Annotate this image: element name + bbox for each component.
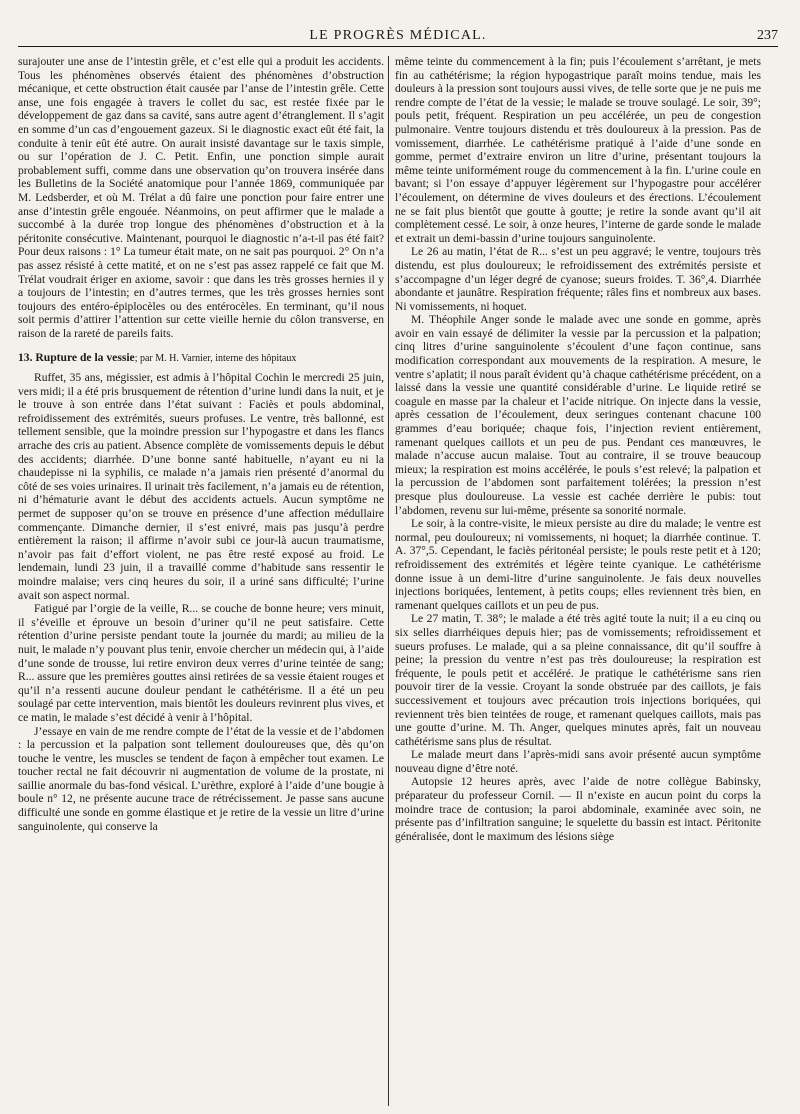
paragraph: Le 27 matin, T. 38°; le malade a été très agité toute la nuit; il a eu cinq ou six selles diarrhéiques depuis hier; pas de vomissements; refroidissement et sueurs profuses. Le malade, qui a sa pleine connaissance, dit qu’il souffre à peine; la pression du ventre n’est pas très douloureuse; la respiration est fréquente, le pouls petit et accéléré. Je pratique le cathétérisme sans rien pouvoir tirer de la vessie. Croyant la sonde obstruée par des caillots, je fais successivement et toujours avec précaution trois injections boriquées, qui reviennent très bien teintées de rouge, et ramenant quelques caillots, mais pas une goutte d’urine. M. Th. Anger, quelques minutes après, fait un nouveau cathétérisme sans plus de résultat. [395, 613, 761, 748]
paragraph: Ruffet, 35 ans, mégissier, est admis à l’hôpital Cochin le mercredi 25 juin, vers midi; il a été pris brusquement de rétention d’urine lundi dans la nuit, et je le trouve à son entrée dans l’état suivant : Faciès et pouls abdominal, refroidissement des extrémités, sueurs profuses. Le ventre, très ballonné, est tellement sensible, que la moindre pression sur l’hypogastre et dans les flancs arrache des cris au patient. Absence complète de vomissements depuis le début des accidents; diarrhée. D’une bonne santé habituelle, n’ayant eu ni la chaudepisse ni la syphilis, ce malade n’a jamais rien présenté d’anormal du côté de ses voies urinaires. Il urinait très facilement, n’a jamais eu de rétention, ni d’hématurie avant le début des accidents actuels. Aucun symptôme ne permet de supposer qu’on se trouve en présence d’une affection médullaire commençante. Dimanche dernier, il s’est enivré, mais pas jusqu’à perdre entièrement la raison; il affirme n’avoir subi ce jour-là aucun traumatisme, n’avoir pas fait d’effort violent, ne pas être resté exposé au froid. Le lendemain, lundi 23 juin, il a travaillé comme d’habitude sans ressentir le moindre malaise; vers cinq heures du soir, il a uriné sans difficulté; l’urine avait son aspect normal. [18, 372, 384, 602]
paragraph: Autopsie 12 heures après, avec l’aide de notre collègue Babinsky, préparateur du professeur Cornil. — Il n’existe en aucun point du corps la moindre trace de contusion; la paroi abdominale, examinée avec soin, ne présente pas d’infiltration sanguine; le squelette du bassin est intact. Péritonite généralisée, dont le maximum des lésions siège [395, 776, 761, 843]
left-column [18, 56, 384, 834]
column-divider [388, 56, 389, 1106]
section-title: Rupture de la vessie [35, 351, 135, 365]
paragraph: surajouter une anse de l’intestin grêle, et c’est elle qui a produit les accidents. Tous les phénomènes observés étaient des phénomènes d’obstruction mécanique, et cette obstruction était causée par l’anse de l’intestin grêle. Cette anse, une fois engagée à travers le collet du sac, est restée fixée par le développement de gaz dans sa cavité, sans autre agent d’étranglement. Il s’agit en somme d’un cas d’engouement gazeux. Si le diagnostic exact eût été fait, la conduite à tenir eût été autre. On aurait insisté davantage sur le taxis simple, ou sur l’opération de J. C. Petit. Enfin, une ponction simple aurait probablement suffi, comme dans une observation qu’on trouvera insérée dans les Bulletins de la Société anatomique pour l’année 1869, communiquée par M. Ledsberder, et où M. Trélat a dû faire une ponction pour faire entrer une anse d’intestin grêle engouée. Néanmoins, on peut affirmer que le malade a succombé à la durée trop longue des phénomènes d’obstruction et à la péritonite consécutive. Maintenant, pourquoi le diagnostic n’a-t-il pas été fait? Pour deux raisons : 1° La tumeur était mate, on ne sait pas pourquoi. 2° On n’a pas assez résisté à cette matité, et on ne s’est pas assez rappelé ce fait que M. Trélat voudrait ériger en axiome, savoir : que dans les très grosses hernies il y a toujours de l’intestin; en d’autres termes, que les très grosses hernies sont toujours des entéro-épiplocèles ou des entérocèles. En terminant, qu’il nous soit permis d’attirer l’attention sur cette vieille hernie du côlon transverse, en raison de la rareté de pareils faits. [18, 56, 384, 340]
section-heading [18, 351, 384, 366]
right-column [395, 56, 761, 844]
journal-title: LE PROGRÈS MÉDICAL. [309, 28, 487, 43]
paragraph: même teinte du commencement à la fin; puis l’écoulement s’arrêtant, je mets fin au cathétérisme; la région hypogastrique paraît moins tendue, mais les douleurs à la pression sont toujours aussi vives, de telle sorte que je ne puis me rendre compte de l’état de la vessie; le malade se trouve soulagé. Le soir, 39°; pouls petit, fréquent. Respiration un peu accélérée, un peu de congestion pulmonaire. Ventre toujours distendu et très douloureux à la pression. Pas de vomissement, diarrhée. Le cathétérisme pratiqué à l’aide d’une sonde en gomme, permet d’extraire environ un litre d’urine, présentant toujours la même teinte uniformément rouge du commencement à la fin. L’urine coule en bavant; si l’on essaye d’appuyer légèrement sur l’hypogastre pour accélérer l’écoulement, on détermine de vives douleurs et des érections. L’écoulement ne se fait plus bientôt que goutte à goutte; je retire la sonde avant qu’il ait complètement cessé. Le soir, à onze heures, l’interne de garde sonde le malade et extrait un demi-bassin d’urine toujours sanguinolente. [395, 56, 761, 245]
section-author: ; par M. H. Varnier, interne des hôpitaux [134, 353, 297, 365]
paragraph: Le soir, à la contre-visite, le mieux persiste au dire du malade; le ventre est normal, peu douloureux; ni vomissements, ni hoquet; la diarrhée continue. T. A. 37°,5. Cependant, le faciès péritonéal persiste; le pouls reste petit et à 120; refroidissement des extrémités et légère teinte cyanique. Le cathétérisme donne issue à un demi-litre d’urine sanguinolente. Je fais deux nouvelles injections boriquées, lentement, à petits coups; elles reviennent très bien, en ramenant quelques caillots et un peu de pus. [395, 518, 761, 612]
running-header [18, 26, 778, 47]
page-number: 237 [757, 28, 778, 43]
section-number: 13. [18, 351, 33, 365]
paragraph: Le 26 au matin, l’état de R... s’est un peu aggravé; le ventre, toujours très distendu, est plus douloureux; le refroidissement des extrémités persiste et s’accompagne d’un léger degré de cyanose; sueurs froides. T. 36°,4. Diarrhée abondante et jaunâtre. Respiration fréquente; râles fins et nombreux aux bases. Ni vomissements, ni hoquet. [395, 246, 761, 313]
paragraph: Le malade meurt dans l’après-midi sans avoir présenté aucun symptôme nouveau digne d’être noté. [395, 749, 761, 775]
paragraph: J’essaye en vain de me rendre compte de l’état de la vessie et de l’abdomen : la percussion et la palpation sont tellement douloureuses que, dès qu’on touche le ventre, les muscles se tendent de façon à empêcher tout examen. Le toucher rectal ne fait découvrir ni augmentation de volume de la prostate, ni saillie anormale du bas-fond vésical. L’urèthre, exploré à l’aide d’une bougie à boule n° 12, ne présente aucune trace de rétrécissement. Je passe sans aucune difficulté une sonde en gomme élastique et je retire de la vessie un litre d’urine sanguinolente, qui conserve la [18, 725, 384, 833]
paragraph: Fatigué par l’orgie de la veille, R... se couche de bonne heure; vers minuit, il s’éveille et éprouve un besoin d’uriner qu’il ne peut satisfaire. Cette rétention d’urine persiste pendant toute la journée du mardi; au milieu de la nuit, le malade n’y pouvant plus tenir, envoie chercher un médecin qui, à l’aide d’une sonde de trousse, lui retire environ deux verres d’urine teintée de sang; R... assure que les premières gouttes ainsi retirées de sa vessie étaient rouges et qu’il n’a ressenti aucune douleur pendant le cathétérisme. Il a été un peu soulagé par cette intervention, mais bientôt les douleurs revinrent plus vives, et ce matin, le malade s’est décidé à venir à l’hôpital. [18, 603, 384, 724]
paragraph: M. Théophile Anger sonde le malade avec une sonde en gomme, après avoir en vain essayé de délimiter la vessie par la percussion et la palpation; cinq litres d’urine sanguinolente s’écoulent d’une façon continue, sans modification correspondant aux mouvements de la respiration. A mesure, le ventre s’aplatit; il nous paraît évident qu’à chaque cathétérisme précédent, on a laissé dans la vessie une quantité considérable d’urine. Le liquide retiré se coagule en masse par la chaleur et l’acide nitrique. On injecte dans la vessie, après cessation de l’écoulement, deux seringues contenant chacune 100 grammes d’eau boriquée; chaque fois, l’injection revient entièrement, ramenant quelques caillots et un peu de pus. Pendant ces manœuvres, le malade n’accuse aucun malaise. Tout au contraire, il se trouve beaucoup mieux; la respiration est moins accélérée, le pouls s’est relevé; la palpation et la percussion de l’abdomen sont parfaitement tolérées; la pression n’est presque plus douloureuse. La vessie est cachée derrière le pubis: tout l’abdomen, revenu sur lui-même, présente sa sonorité normale. [395, 314, 761, 517]
